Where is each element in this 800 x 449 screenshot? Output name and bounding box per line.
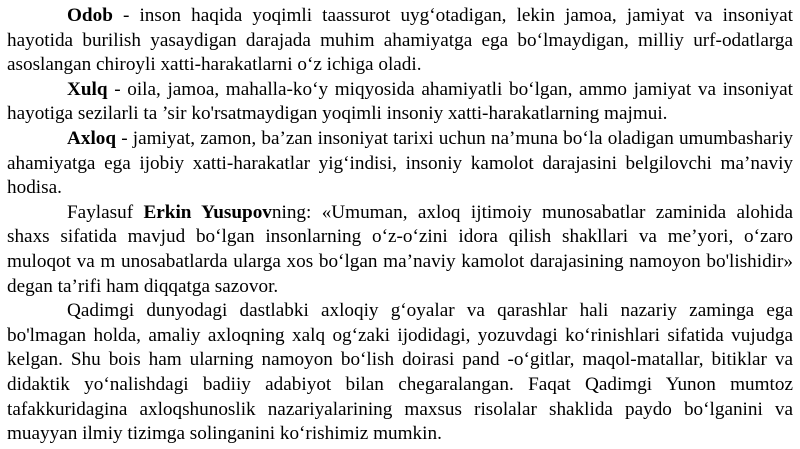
paragraph-text: ning: «Umuman, axloq ijtimoiy munosabatlar zaminida alohida shaxs sifatida mavjud bo‘lgan insonlarning o‘z-o‘zini idora qilish shakllari va me’yori, o‘zaro muloqot va m unosabatlarda ularga xos bo‘lgan ma’naviy kamolot darajasining namoyon bo'lishidir» degan ta’rifi ham diqqatga sazovor. xyxy=(7,201,793,297)
paragraph-ancient-world xyxy=(7,299,793,447)
paragraph-axloq xyxy=(7,127,793,201)
term-xulq: Xulq xyxy=(67,78,108,100)
paragraph-text: - inson haqida yoqimli taassurot uyg‘otadigan, lekin jamoa, jamiyat va insoniyat hayotida burilish yasaydigan darajada muhim ahamiyatga ega bo‘lmaydigan, milliy urf-odatlarga asoslangan chiroyli xatti-harakatlarni o‘z ichiga oladi. xyxy=(7,5,793,76)
paragraph-text: Qadimgi dunyodagi dastlabki axloqiy g‘oyalar va qarashlar hali nazariy zaminga ega bo'lmagan holda, amaliy axloqning xalq og‘zaki ijodidagi, yozuvdagi ko‘rinishlari sifatida vujudga kelgan. Shu bois ham ularning namoyon bo‘lish doirasi pand -o‘gitlar, maqol-matallar, bitiklar va didaktik yo‘nalishdagi badiiy adabiyot bilan chegaralangan. Faqat Qadimgi Yunon mumtoz tafakkuridagina axloqshunoslik nazariyalarining maxsus risolalar shaklida paydo bo‘lganini va muayyan ilmiy tizimga solinganini ko‘rishimiz mumkin. xyxy=(7,300,793,445)
paragraph-text: - oila, jamoa, mahalla-ko‘y miqyosida ahamiyatli bo‘lgan, ammo jamiyat va insoniyat hayotiga sezilarli ta ’sir ko'rsatmaydigan yoqimli insoniy xatti-harakatlarning majmui. xyxy=(7,78,793,125)
paragraph-text: - jamiyat, zamon, ba’zan insoniyat tarixi uchun na’muna bo‘la oladigan umumbashariy ahamiyatga ega ijobiy xatti-harakatlar yig‘indisi, insoniy kamolot darajasini belgilovchi ma’naviy hodisa. xyxy=(7,127,793,199)
term-axloq: Axloq xyxy=(67,127,117,149)
paragraph-odob xyxy=(7,4,793,78)
document-page xyxy=(7,4,793,447)
term-erkin-yusupov: Erkin Yusupov xyxy=(143,201,272,223)
paragraph-lead: Faylasuf xyxy=(67,201,144,223)
paragraph-yusupov-quote xyxy=(7,201,793,299)
term-odob: Odob xyxy=(67,5,113,26)
paragraph-xulq xyxy=(7,78,793,127)
